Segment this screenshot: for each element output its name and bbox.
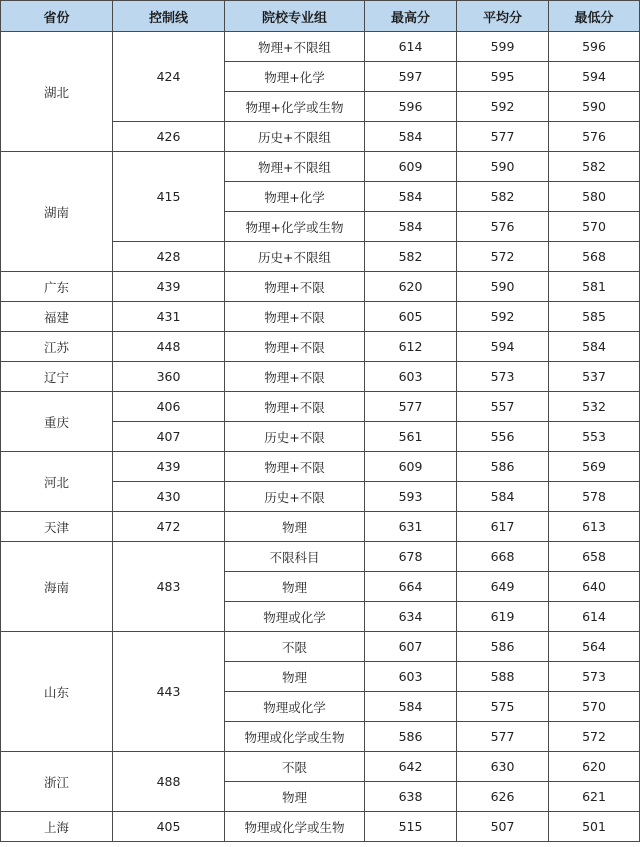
min-score-cell: 573 [549,662,640,692]
major-group-cell: 物理+化学或生物 [225,212,365,242]
major-group-cell: 物理+不限 [225,362,365,392]
avg-score-cell: 592 [457,92,549,122]
min-score-cell: 570 [549,692,640,722]
min-score-cell: 564 [549,632,640,662]
control-line-cell: 488 [113,752,225,812]
province-cell: 湖南 [1,152,113,272]
min-score-cell: 584 [549,332,640,362]
table-row [1,542,640,572]
min-score-cell: 576 [549,122,640,152]
avg-score-cell: 577 [457,722,549,752]
avg-score-cell: 590 [457,272,549,302]
max-score-cell: 678 [365,542,457,572]
control-line-cell: 431 [113,302,225,332]
major-group-cell: 物理+不限 [225,332,365,362]
table-row [1,32,640,62]
header-avg-score: 平均分 [457,1,549,32]
control-line-cell: 430 [113,482,225,512]
max-score-cell: 638 [365,782,457,812]
max-score-cell: 584 [365,692,457,722]
max-score-cell: 631 [365,512,457,542]
min-score-cell: 532 [549,392,640,422]
min-score-cell: 581 [549,272,640,302]
avg-score-cell: 507 [457,812,549,842]
control-line-cell: 406 [113,392,225,422]
major-group-cell: 物理+化学 [225,182,365,212]
max-score-cell: 561 [365,422,457,452]
control-line-cell: 483 [113,542,225,632]
avg-score-cell: 619 [457,602,549,632]
major-group-cell: 历史+不限 [225,422,365,452]
min-score-cell: 594 [549,62,640,92]
major-group-cell: 历史+不限组 [225,122,365,152]
table-row [1,332,640,362]
min-score-cell: 537 [549,362,640,392]
min-score-cell: 569 [549,452,640,482]
major-group-cell: 物理+不限组 [225,152,365,182]
max-score-cell: 634 [365,602,457,632]
major-group-cell: 物理+化学或生物 [225,92,365,122]
max-score-cell: 620 [365,272,457,302]
max-score-cell: 515 [365,812,457,842]
major-group-cell: 历史+不限 [225,482,365,512]
avg-score-cell: 649 [457,572,549,602]
min-score-cell: 570 [549,212,640,242]
avg-score-cell: 595 [457,62,549,92]
max-score-cell: 586 [365,722,457,752]
header-province: 省份 [1,1,113,32]
control-line-cell: 443 [113,632,225,752]
min-score-cell: 596 [549,32,640,62]
major-group-cell: 物理+化学 [225,62,365,92]
major-group-cell: 物理+不限 [225,392,365,422]
control-line-cell: 426 [113,122,225,152]
avg-score-cell: 592 [457,302,549,332]
header-max-score: 最高分 [365,1,457,32]
major-group-cell: 物理或化学或生物 [225,812,365,842]
province-cell: 广东 [1,272,113,302]
max-score-cell: 612 [365,332,457,362]
header-row [1,1,640,32]
major-group-cell: 物理或化学或生物 [225,722,365,752]
max-score-cell: 582 [365,242,457,272]
max-score-cell: 597 [365,62,457,92]
min-score-cell: 580 [549,182,640,212]
max-score-cell: 593 [365,482,457,512]
avg-score-cell: 577 [457,122,549,152]
avg-score-cell: 626 [457,782,549,812]
table-row [1,362,640,392]
province-cell: 山东 [1,632,113,752]
avg-score-cell: 594 [457,332,549,362]
major-group-cell: 物理或化学 [225,602,365,632]
province-cell: 湖北 [1,32,113,152]
min-score-cell: 614 [549,602,640,632]
province-cell: 河北 [1,452,113,512]
province-cell: 海南 [1,542,113,632]
min-score-cell: 578 [549,482,640,512]
table-row [1,302,640,332]
min-score-cell: 568 [549,242,640,272]
max-score-cell: 607 [365,632,457,662]
min-score-cell: 501 [549,812,640,842]
min-score-cell: 658 [549,542,640,572]
max-score-cell: 596 [365,92,457,122]
province-cell: 福建 [1,302,113,332]
avg-score-cell: 573 [457,362,549,392]
max-score-cell: 584 [365,122,457,152]
avg-score-cell: 575 [457,692,549,722]
major-group-cell: 物理+不限 [225,302,365,332]
min-score-cell: 585 [549,302,640,332]
min-score-cell: 553 [549,422,640,452]
control-line-cell: 439 [113,452,225,482]
control-line-cell: 472 [113,512,225,542]
max-score-cell: 614 [365,32,457,62]
major-group-cell: 历史+不限组 [225,242,365,272]
major-group-cell: 不限 [225,752,365,782]
province-cell: 浙江 [1,752,113,812]
province-cell: 上海 [1,812,113,842]
max-score-cell: 603 [365,362,457,392]
major-group-cell: 物理 [225,512,365,542]
avg-score-cell: 588 [457,662,549,692]
control-line-cell: 415 [113,152,225,242]
avg-score-cell: 668 [457,542,549,572]
max-score-cell: 609 [365,152,457,182]
avg-score-cell: 590 [457,152,549,182]
major-group-cell: 不限 [225,632,365,662]
avg-score-cell: 584 [457,482,549,512]
table-row [1,812,640,842]
min-score-cell: 582 [549,152,640,182]
control-line-cell: 428 [113,242,225,272]
max-score-cell: 605 [365,302,457,332]
min-score-cell: 572 [549,722,640,752]
table-row [1,152,640,182]
avg-score-cell: 576 [457,212,549,242]
avg-score-cell: 630 [457,752,549,782]
header-major-group: 院校专业组 [225,1,365,32]
avg-score-cell: 617 [457,512,549,542]
control-line-cell: 360 [113,362,225,392]
major-group-cell: 物理或化学 [225,692,365,722]
table-row [1,752,640,782]
max-score-cell: 584 [365,212,457,242]
min-score-cell: 621 [549,782,640,812]
control-line-cell: 405 [113,812,225,842]
control-line-cell: 407 [113,422,225,452]
major-group-cell: 物理+不限组 [225,32,365,62]
max-score-cell: 584 [365,182,457,212]
max-score-cell: 577 [365,392,457,422]
table-row [1,272,640,302]
avg-score-cell: 586 [457,452,549,482]
province-cell: 重庆 [1,392,113,452]
min-score-cell: 640 [549,572,640,602]
table-body [1,32,640,842]
control-line-cell: 424 [113,32,225,122]
major-group-cell: 物理 [225,782,365,812]
province-cell: 江苏 [1,332,113,362]
control-line-cell: 448 [113,332,225,362]
table-row [1,452,640,482]
table-row [1,512,640,542]
province-cell: 天津 [1,512,113,542]
table-row [1,632,640,662]
header-min-score: 最低分 [549,1,640,32]
major-group-cell: 物理+不限 [225,452,365,482]
max-score-cell: 609 [365,452,457,482]
avg-score-cell: 556 [457,422,549,452]
min-score-cell: 590 [549,92,640,122]
major-group-cell: 物理 [225,572,365,602]
avg-score-cell: 599 [457,32,549,62]
control-line-cell: 439 [113,272,225,302]
min-score-cell: 613 [549,512,640,542]
major-group-cell: 不限科目 [225,542,365,572]
min-score-cell: 620 [549,752,640,782]
table-row [1,392,640,422]
avg-score-cell: 586 [457,632,549,662]
max-score-cell: 603 [365,662,457,692]
major-group-cell: 物理 [225,662,365,692]
max-score-cell: 642 [365,752,457,782]
avg-score-cell: 572 [457,242,549,272]
major-group-cell: 物理+不限 [225,272,365,302]
avg-score-cell: 557 [457,392,549,422]
header-control-line: 控制线 [113,1,225,32]
max-score-cell: 664 [365,572,457,602]
avg-score-cell: 582 [457,182,549,212]
province-cell: 辽宁 [1,362,113,392]
